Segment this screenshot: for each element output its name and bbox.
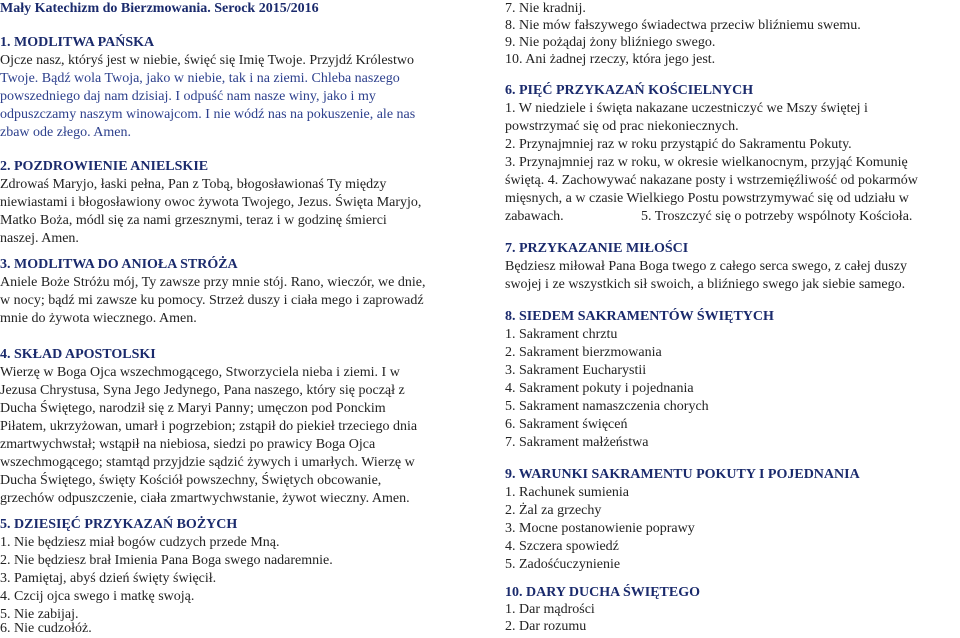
gift-item: 1. Dar mądrości <box>505 602 595 617</box>
section-3-line: mnie do żywota wiecznego. Amen. <box>0 311 197 326</box>
section-7-line: swojej i ze wszystkich sił swoich, a bliźniego swego jak siebie samego. <box>505 277 906 292</box>
commandment-item: 1. Nie będziesz miał bogów cudzych przede Mną. <box>0 535 280 550</box>
section-6-line: 2. Przynajmniej raz w roku przystąpić do Sakramentu Pokuty. <box>505 137 852 152</box>
section-4-line: Ducha Świętego, narodził się z Maryi Panny; umęczon pod Ponckim <box>0 401 386 416</box>
section-6-line: powstrzymać się od prac niekoniecznych. <box>505 119 739 134</box>
section-4-line: Jezusa Chrystusa, Syna Jego Jedynego, Pana naszego, który się począł z <box>0 383 405 398</box>
section-6-line: 3. Przynajmniej raz w roku, w okresie wielkanocnym, przyjąć Komunię <box>505 155 908 170</box>
sacrament-item: 3. Sakrament Eucharystii <box>505 363 647 378</box>
penance-condition-item: 1. Rachunek sumienia <box>505 485 630 500</box>
section-7-heading: 7. PRZYKAZANIE MIŁOŚCI <box>505 241 689 256</box>
commandment-item: 3. Pamiętaj, abyś dzień święty święcił. <box>0 571 217 586</box>
section-6-line: świętą. 4. Zachowywać nakazane posty i wstrzemięźliwość od pokarmów <box>505 173 918 188</box>
section-2-heading: 2. POZDROWIENIE ANIELSKIE <box>0 159 209 174</box>
section-4-line: Piłatem, ukrzyżowan, umarł i pogrzebion; zstąpił do piekieł trzeciego dnia <box>0 419 418 434</box>
section-6-line-left: zabawach. <box>505 209 564 224</box>
sacrament-item: 7. Sakrament małżeństwa <box>505 435 649 450</box>
section-6-line-right: 5. Troszczyć się o potrzeby wspólnoty Kościoła. <box>641 209 913 224</box>
sacrament-item: 2. Sakrament bierzmowania <box>505 345 662 360</box>
commandment-item: 4. Czcij ojca swego i matkę swoją. <box>0 589 195 604</box>
section-4-line: zmartwychwstał; wstąpił na niebiosa, siedzi po prawicy Boga Ojca <box>0 437 376 452</box>
section-7-line: Będziesz miłował Pana Boga twego z całego serca swego, z całej duszy <box>505 259 907 274</box>
penance-condition-item: 3. Mocne postanowienie poprawy <box>505 521 695 536</box>
section-2-line: Matko Boża, módl się za nami grzesznymi, teraz i w godzinę śmierci <box>0 213 387 228</box>
section-4-line: grzechów odpuszczenie, ciała zmartwychwstanie, żywot wieczny. Amen. <box>0 491 410 506</box>
section-9-heading: 9. WARUNKI SAKRAMENTU POKUTY I POJEDNANIA <box>505 467 860 482</box>
commandment-item: 7. Nie kradnij. <box>505 1 586 16</box>
section-4-line: wszechmogącego; stamtąd przyjdzie sądzić żywych i umarłych. Wierzę w <box>0 455 415 470</box>
sacrament-item: 5. Sakrament namaszczenia chorych <box>505 399 709 414</box>
section-3-line: Aniele Boże Stróżu mój, Ty zawsze przy mnie stój. Rano, wieczór, we dnie, <box>0 275 426 290</box>
section-4-line: Ducha Świętego, święty Kościół powszechny, Świętych obcowanie, <box>0 473 382 488</box>
gift-item: 2. Dar rozumu <box>505 619 587 634</box>
section-1-line: powszedniego daj nam dzisiaj. I odpuść nam nasze winy, jako i my <box>0 89 376 104</box>
section-1-line: Ojcze nasz, któryś jest w niebie, święć się Imię Twoje. Przyjdź Królestwo <box>0 53 414 68</box>
section-6-line: 1. W niedziele i święta nakazane uczestniczyć we Mszy świętej i <box>505 101 868 116</box>
commandment-item: 2. Nie będziesz brał Imienia Pana Boga swego nadaremnie. <box>0 553 333 568</box>
section-1-line: odpuszczamy naszym winowajcom. I nie wódź nas na pokuszenie, ale nas <box>0 107 416 122</box>
section-3-line: w nocy; bądź mi zawsze ku pomocy. Strzeż duszy i ciała mego i zaprowadź <box>0 293 424 308</box>
sacrament-item: 4. Sakrament pokuty i pojednania <box>505 381 694 396</box>
penance-condition-item: 2. Żal za grzechy <box>505 503 602 518</box>
section-4-heading: 4. SKŁAD APOSTOLSKI <box>0 347 156 362</box>
sacrament-item: 6. Sakrament święceń <box>505 417 628 432</box>
section-4-line: Wierzę w Boga Ojca wszechmogącego, Stworzyciela nieba i ziemi. I w <box>0 365 400 380</box>
commandment-item: 6. Nie cudzołóż. <box>0 621 92 636</box>
section-2-line: niewiastami i błogosławiony owoc żywota Twojego, Jezus. Święta Maryjo, <box>0 195 422 210</box>
section-8-heading: 8. SIEDEM SAKRAMENTÓW ŚWIĘTYCH <box>505 309 774 324</box>
section-6-line: mięsnych, a w czasie Wielkiego Postu powstrzymywać się od udziału w <box>505 191 909 206</box>
penance-condition-item: 5. Zadośćuczynienie <box>505 557 621 572</box>
commandment-item: 10. Ani żadnej rzeczy, która jego jest. <box>505 52 716 67</box>
section-1-line: Twoje. Bądź wola Twoja, jako w niebie, tak i na ziemi. Chleba naszego <box>0 71 400 86</box>
sacrament-item: 1. Sakrament chrztu <box>505 327 618 342</box>
page-title: Mały Katechizm do Bierzmowania. Serock 2015/2016 <box>0 1 319 16</box>
section-2-line: Zdrowaś Maryjo, łaski pełna, Pan z Tobą, błogosławionaś Ty między <box>0 177 387 192</box>
penance-condition-item: 4. Szczera spowiedź <box>505 539 619 554</box>
section-1-line: zbaw ode złego. Amen. <box>0 125 132 140</box>
section-3-heading: 3. MODLITWA DO ANIOŁA STRÓŻA <box>0 257 238 272</box>
commandment-item: 9. Nie pożądaj żony bliźniego swego. <box>505 35 716 50</box>
commandment-item: 5. Nie zabijaj. <box>0 607 79 622</box>
section-1-heading: 1. MODLITWA PAŃSKA <box>0 35 155 50</box>
section-6-heading: 6. PIĘĆ PRZYKAZAŃ KOŚCIELNYCH <box>505 83 754 98</box>
section-5-heading: 5. DZIESIĘĆ PRZYKAZAŃ BOŻYCH <box>0 517 238 532</box>
section-10-heading: 10. DARY DUCHA ŚWIĘTEGO <box>505 585 701 600</box>
section-2-line: naszej. Amen. <box>0 231 79 246</box>
commandment-item: 8. Nie mów fałszywego świadectwa przeciw bliźniemu swemu. <box>505 18 861 33</box>
